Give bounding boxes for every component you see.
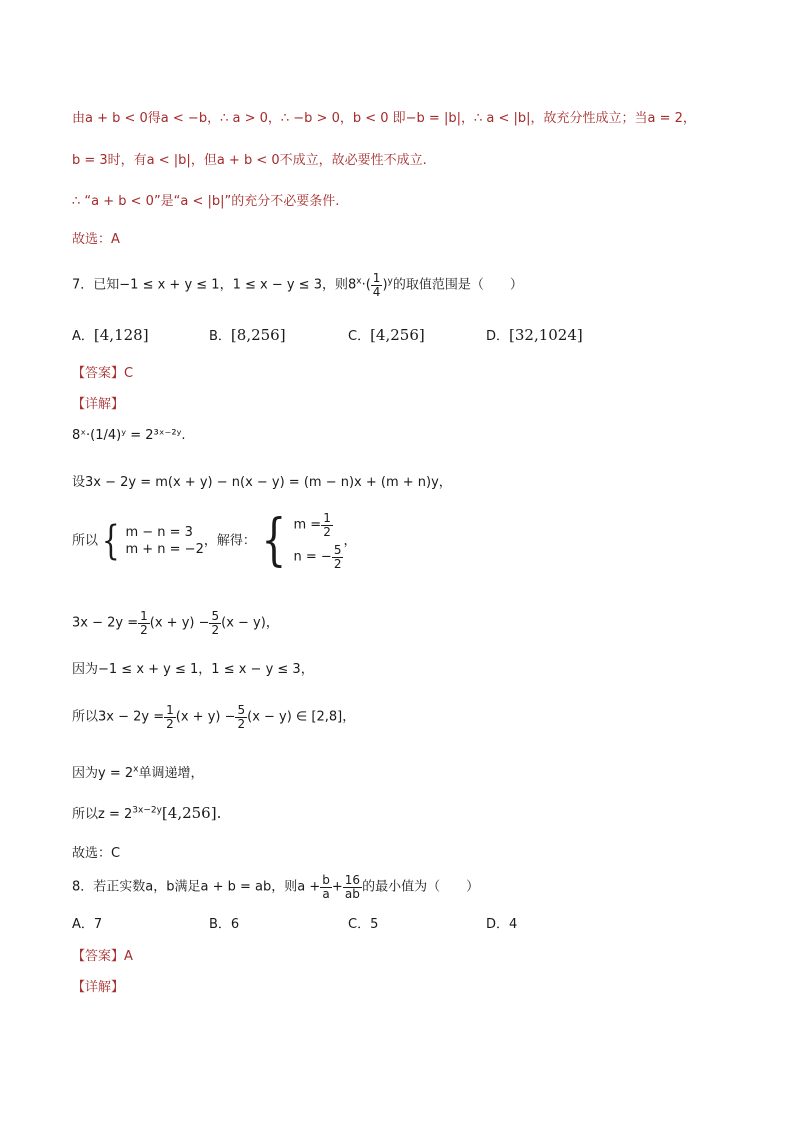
q7-step3-prefix: 所以	[72, 533, 99, 549]
prev-solution-line3: ∴ “a + b < 0”是“a < |b|”的充分不必要条件.	[72, 194, 340, 209]
q7-final: 故选：C	[72, 846, 121, 861]
prev-solution-final: 故选：A	[72, 232, 120, 247]
q7-stem-prefix: 已知−1 ≤ x + y ≤ 1，1 ≤ x − y ≤ 3，则8	[93, 277, 357, 293]
q7-option-b[interactable]	[209, 325, 286, 344]
prev-solution-line2: b = 3时，有a < |b|，但a + b < 0不成立，故必要性不成立.	[72, 153, 427, 168]
option-label: A．	[72, 329, 94, 344]
q7-answer-label: 【答案】C	[72, 366, 134, 381]
q8-stem: 8．若正实数a，b满足a + b = ab，则a + $\frac{b}{a}$ + $\frac{16}{ab}$ 的最小值为（ ）	[72, 873, 480, 901]
q7-frac-num: 1	[372, 271, 381, 285]
q7-close: )	[382, 277, 388, 293]
q7-sup-x: x	[356, 276, 362, 287]
q8-frac2: $\frac{16}{ab}$	[344, 873, 361, 901]
q7-step4: 3x − 2y = $\frac{1}{2}$ (x + y) − $\frac{5}{2}$ (x − y)，	[72, 609, 279, 637]
option-label: D．	[486, 329, 510, 344]
q7-system: { m − n = 3 m + n = −2	[101, 518, 204, 565]
q8-option-b[interactable]: B．6	[209, 917, 240, 932]
q7-option-a[interactable]	[72, 325, 149, 344]
q7-solution-system: { m = $\frac{1}{2}$ n = − $\frac{5}{2}$	[261, 508, 342, 574]
option-value: [8,256]	[230, 326, 286, 344]
q7-option-c[interactable]	[348, 325, 425, 344]
option-label: B．	[209, 329, 231, 344]
q7-system-eq2: m + n = −2	[125, 542, 204, 558]
q8-option-d[interactable]: D．4	[486, 917, 518, 932]
q7-system-eq1: m − n = 3	[125, 525, 193, 541]
option-value: [4,256]	[370, 326, 425, 344]
q7-sol2: n = − $\frac{5}{2}$	[293, 543, 342, 571]
q7-step5: 因为−1 ≤ x + y ≤ 1，1 ≤ x − y ≤ 3，	[72, 662, 314, 677]
q8-number: 8．	[72, 879, 94, 895]
q7-number: 7．	[72, 277, 94, 293]
q7-step3-mid: ，解得：	[203, 533, 256, 549]
q7-step2: 设3x − 2y = m(x + y) − n(x − y) = (m − n)x + (m + n)y，	[72, 475, 452, 490]
option-value: [32,1024]	[509, 326, 583, 344]
q7-sup-y: y	[387, 276, 393, 287]
q7-step3-end: ，	[343, 533, 357, 549]
q7-frac-den: 4	[372, 284, 381, 299]
q7-step3	[72, 508, 357, 574]
q8-frac1: $\frac{b}{a}$	[322, 873, 330, 901]
q7-option-d[interactable]	[486, 325, 583, 344]
q7-sol1: m = $\frac{1}{2}$	[293, 511, 331, 539]
option-label: C．	[348, 329, 371, 344]
q7-stem	[72, 272, 523, 298]
q7-fraction	[372, 272, 382, 298]
q7-detail-label: 【详解】	[72, 397, 125, 412]
q7-stem-suffix: 的取值范围是（ ）	[392, 277, 523, 293]
q8-stem-prefix: 若正实数a，b满足a + b = ab，则a +	[93, 879, 321, 895]
q8-detail-label: 【详解】	[72, 980, 125, 995]
q7-step6: 所以3x − 2y = $\frac{1}{2}$ (x + y) − $\frac{5}{2}$ (x − y) ∈ [2,8]，	[72, 703, 356, 731]
q7-dot: ·(	[361, 277, 371, 293]
q8-stem-suffix: 的最小值为（ ）	[362, 879, 480, 895]
q7-step1: 8ˣ·(1/4)ʸ = 2³ˣ⁻²ʸ.	[72, 428, 186, 443]
q8-option-a[interactable]: A．7	[72, 917, 103, 932]
q7-step8: 所以$z = 2^{3x-2y}[4,256]$.	[72, 804, 222, 822]
q8-answer-label: 【答案】A	[72, 949, 133, 964]
q8-option-c[interactable]: C．5	[348, 917, 379, 932]
option-value: [4,128]	[93, 326, 149, 344]
q7-step7: 因为$y = 2^x$单调递增，	[72, 764, 204, 781]
prev-solution-line1: 由a + b < 0得a < −b，∴ a > 0，∴ −b > 0，b < 0 即−b = |b|，∴ a < |b|，故充分性成立；当a = 2，	[72, 111, 696, 126]
